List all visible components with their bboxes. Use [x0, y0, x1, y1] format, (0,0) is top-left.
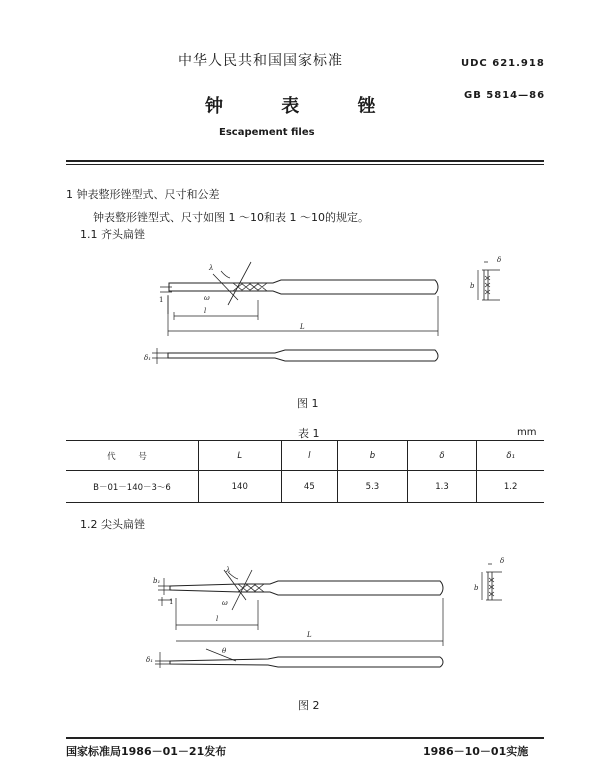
- udc-number: UDC 621.918: [461, 58, 545, 69]
- table-1-caption: 表 1: [298, 427, 320, 440]
- effective-date: 1986－10－01实施: [423, 745, 529, 758]
- label-l-2: l: [216, 615, 219, 623]
- pointed-file-side-view: [170, 657, 443, 667]
- header-L: L: [199, 441, 282, 471]
- standard-organization: 中华人民共和国国家标准: [178, 53, 343, 69]
- angle-lines-2: [224, 570, 252, 610]
- theta-line: [206, 649, 236, 661]
- cell-b: 5.3: [338, 471, 408, 503]
- publish-date: 国家标准局1986－01－21发布: [66, 745, 227, 758]
- label-omega-2: ω: [222, 599, 228, 607]
- cross-section-teeth-2: [489, 578, 494, 596]
- label-delta1: δ₁: [144, 354, 152, 362]
- header-l: l: [281, 441, 338, 471]
- header-delta1: δ₁: [477, 441, 544, 471]
- figure-1-caption: 图 1: [297, 397, 319, 410]
- label-L-2: L: [307, 631, 312, 639]
- label-b: b: [470, 282, 475, 290]
- subsection-1-2-heading: 1.2 尖头扁锉: [80, 518, 145, 531]
- header-b: b: [338, 441, 408, 471]
- label-delta: δ: [497, 256, 502, 264]
- dim-l-line-2: [176, 598, 258, 630]
- label-delta-2: δ: [500, 557, 505, 565]
- label-b1: b₁: [153, 577, 161, 585]
- document-title: 钟 表 锉: [205, 96, 402, 117]
- label-b-2: b: [474, 584, 479, 592]
- figure-2-caption: 图 2: [298, 699, 320, 712]
- cell-L: 140: [199, 471, 282, 503]
- table-1-unit: mm: [517, 427, 537, 438]
- label-delta1-2: δ₁: [146, 656, 154, 664]
- cell-code: B－01－140－3～6: [66, 471, 199, 503]
- section-1-paragraph: 钟表整形锉型式、尺寸如图 1 ～10和表 1 ～10的规定。: [93, 211, 369, 224]
- english-title: Escapement files: [219, 127, 315, 138]
- pointed-file-top-view: [170, 581, 443, 595]
- label-one: 1: [159, 296, 164, 304]
- section-1-heading: 1 钟表整形锉型式、尺寸和公差: [66, 188, 220, 201]
- label-l: l: [204, 307, 207, 315]
- label-lambda: λ: [209, 264, 214, 272]
- cell-delta: 1.3: [407, 471, 477, 503]
- label-theta: θ: [222, 647, 227, 655]
- header-delta: δ: [407, 441, 477, 471]
- label-lambda-2: λ: [226, 566, 231, 574]
- footer-rule: [66, 737, 544, 739]
- label-omega: ω: [204, 294, 210, 302]
- cell-l: 45: [281, 471, 338, 503]
- gb-number: GB 5814—86: [464, 90, 546, 101]
- cell-delta1: 1.2: [477, 471, 544, 503]
- label-one-2: 1: [169, 598, 174, 606]
- dim-delta1-lines-2: [155, 652, 170, 668]
- label-L: L: [300, 323, 305, 331]
- header-code: 代 号: [66, 441, 199, 471]
- subsection-1-1-heading: 1.1 齐头扁锉: [80, 228, 145, 241]
